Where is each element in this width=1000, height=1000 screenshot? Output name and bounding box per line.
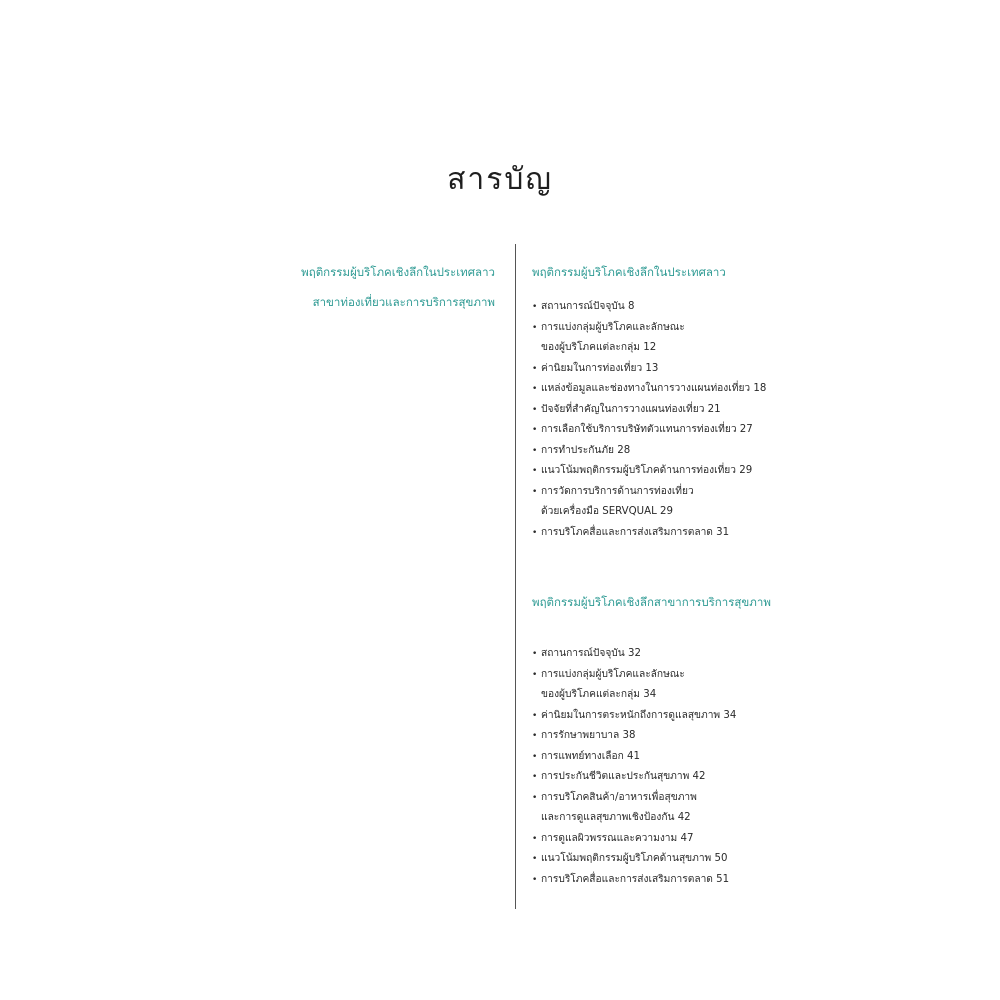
page-title: สารบัญ bbox=[447, 162, 553, 197]
toc-entry bbox=[532, 523, 766, 544]
bullet-icon: • bbox=[532, 322, 538, 333]
bullet-icon: • bbox=[532, 486, 538, 497]
section-heading: พฤติกรรมผู้บริโภคเชิงลึกในประเทศลาว bbox=[532, 265, 726, 279]
toc-entry-text: ค่านิยมในการตระหนักถึงการดูแลสุขภาพ 34 bbox=[541, 709, 737, 721]
bullet-icon: • bbox=[532, 384, 538, 394]
toc-entry-text: การประกันชีวิตและประกันสุขภาพ 42 bbox=[541, 771, 706, 782]
toc-entry bbox=[532, 644, 771, 665]
toc-entry-text: การดูแลผิวพรรณและความงาม 47 bbox=[541, 832, 694, 844]
bullet-icon: • bbox=[532, 404, 538, 415]
toc-entry-text: การแพทย์ทางเลือก 41 bbox=[541, 750, 640, 762]
toc-entry-text: การบริโภคสื่อและการส่งเสริมการตลาด 31 bbox=[541, 526, 730, 538]
toc-entry bbox=[532, 441, 766, 462]
toc-entry-text: การบริโภคสื่อและการส่งเสริมการตลาด 51 bbox=[541, 873, 730, 885]
section-heading: พฤติกรรมผู้บริโภคเชิงลึกสาขาการบริการสุขภาพ bbox=[532, 595, 771, 609]
toc-entry-text: การแบ่งกลุ่มผู้บริโภคและลักษณะ bbox=[541, 321, 685, 333]
toc-entry-text: การวัดการบริการด้านการท่องเที่ยว bbox=[541, 485, 694, 497]
toc-entry-text: การทำประกันภัย 28 bbox=[541, 444, 631, 456]
toc-entry bbox=[532, 379, 766, 400]
bullet-icon: • bbox=[532, 731, 538, 741]
bullet-icon: • bbox=[532, 874, 538, 885]
toc-entry-continuation: และการดูแลสุขภาพเชิงป้องกัน 42 bbox=[541, 812, 691, 823]
toc-entry bbox=[532, 829, 771, 850]
bullet-icon: • bbox=[532, 792, 538, 803]
bullet-icon: • bbox=[532, 710, 538, 721]
toc-entry-text: การบริโภคสินค้า/อาหารเพื่อสุขภาพ bbox=[541, 791, 697, 803]
toc-entry bbox=[532, 461, 766, 482]
bullet-icon: • bbox=[532, 527, 538, 538]
bullet-icon: • bbox=[532, 772, 538, 782]
left-column-heading bbox=[301, 264, 495, 310]
toc-entry-text: สถานการณ์ปัจจุบัน 8 bbox=[541, 301, 635, 312]
toc-entry-continuation: ด้วยเครื่องมือ SERVQUAL 29 bbox=[541, 506, 673, 517]
toc-entry bbox=[532, 400, 766, 421]
toc-entry bbox=[532, 788, 771, 829]
toc-entry-text: แนวโน้มพฤติกรรมผู้บริโภคด้านสุขภาพ 50 bbox=[541, 853, 728, 864]
toc-entry-text: การแบ่งกลุ่มผู้บริโภคและลักษณะ bbox=[541, 668, 685, 680]
column-divider bbox=[515, 244, 516, 909]
bullet-icon: • bbox=[532, 833, 538, 844]
bullet-icon: • bbox=[532, 425, 538, 435]
toc-entry bbox=[532, 482, 766, 523]
toc-entry bbox=[532, 870, 771, 891]
toc-entry bbox=[532, 359, 766, 380]
toc-entry bbox=[532, 665, 771, 706]
toc-entry bbox=[532, 706, 771, 727]
toc-entry bbox=[532, 297, 766, 318]
toc-entry-text: แนวโน้มพฤติกรรมผู้บริโภคด้านการท่องเที่ยว 29 bbox=[541, 465, 753, 476]
toc-section-travel bbox=[532, 264, 766, 543]
toc-entry-text: การรักษาพยาบาล 38 bbox=[541, 730, 636, 741]
bullet-icon: • bbox=[532, 751, 538, 762]
toc-entry bbox=[532, 318, 766, 359]
toc-list bbox=[532, 297, 766, 543]
bullet-icon: • bbox=[532, 466, 538, 476]
bullet-icon: • bbox=[532, 649, 538, 659]
bullet-icon: • bbox=[532, 445, 538, 456]
toc-entry bbox=[532, 849, 771, 870]
toc-list bbox=[532, 644, 771, 890]
toc-entry bbox=[532, 420, 766, 441]
toc-entry-continuation: ของผู้บริโภคแต่ละกลุ่ม 12 bbox=[541, 342, 657, 353]
toc-entry-text: แหล่งข้อมูลและช่องทางในการวางแผนท่องเที่ยว 18 bbox=[541, 383, 767, 394]
toc-entry bbox=[532, 747, 771, 768]
bullet-icon: • bbox=[532, 669, 538, 680]
bullet-icon: • bbox=[532, 363, 538, 374]
toc-entry-text: ปัจจัยที่สำคัญในการวางแผนท่องเที่ยว 21 bbox=[541, 403, 721, 415]
left-heading-line-2: สาขาท่องเที่ยวและการบริการสุขภาพ bbox=[312, 295, 495, 309]
toc-entry-text: ค่านิยมในการท่องเที่ยว 13 bbox=[541, 362, 659, 374]
toc-section-health bbox=[532, 594, 771, 890]
toc-entry bbox=[532, 726, 771, 747]
toc-entry-text: สถานการณ์ปัจจุบัน 32 bbox=[541, 648, 641, 659]
bullet-icon: • bbox=[532, 854, 538, 864]
toc-entry-text: การเลือกใช้บริการบริษัทตัวแทนการท่องเที่ยว 27 bbox=[541, 424, 753, 435]
toc-entry-continuation: ของผู้บริโภคแต่ละกลุ่ม 34 bbox=[541, 689, 657, 700]
left-heading-line-1: พฤติกรรมผู้บริโภคเชิงลึกในประเทศลาว bbox=[301, 265, 495, 279]
bullet-icon: • bbox=[532, 302, 538, 312]
toc-entry bbox=[532, 767, 771, 788]
